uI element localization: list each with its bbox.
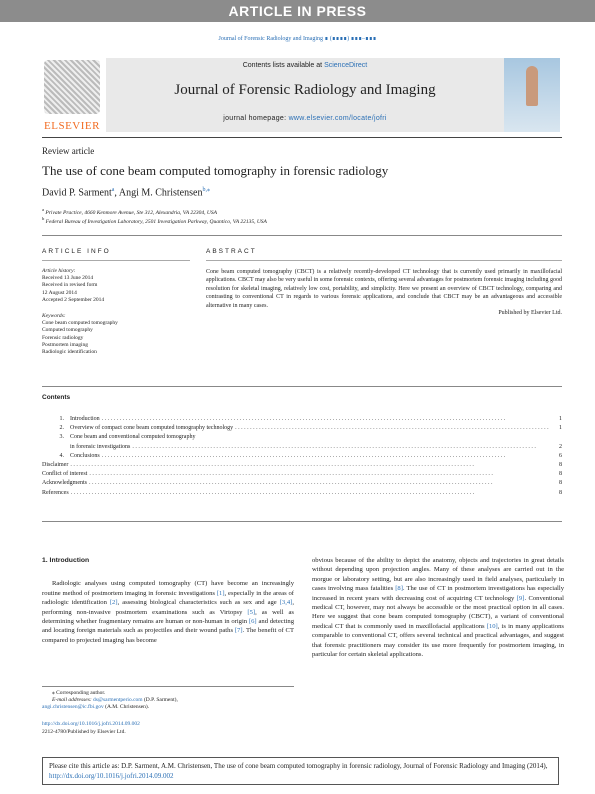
author-list: David P. Sarment$^a$, Angi M. Christensen$^{b,⁎}$ [42,187,210,199]
reference-link[interactable]: [7] [234,627,243,635]
keyword: Cone beam computed tomography [42,320,118,327]
header-divider [42,137,562,138]
journal-homepage-line: journal homepage: www.elsevier.com/locate/jofri [223,115,387,122]
cover-figure-icon [526,66,538,106]
toc-entry[interactable]: Acknowledgments . . . 8 [42,479,562,488]
body-column-left [42,556,294,645]
article-title: The use of cone beam computed tomography in forensic radiology [42,163,389,178]
affiliation-marker[interactable]: b,⁎ [202,187,210,193]
history-entry: Received in revised form [42,282,98,289]
abstract-publisher: Published by Elsevier Ltd. [498,310,562,317]
article-info-heading: ARTICLE INFO [42,248,111,255]
citation-doi-link[interactable]: http://dx.doi.org/10.1016/j.jofri.2014.09.002 [49,772,174,780]
abstract-panel [206,260,562,316]
email-link[interactable]: ds@sarmentperio.com [93,697,143,703]
sciencedirect-link[interactable]: ScienceDirect [324,62,368,69]
reference-link[interactable]: [2] [109,599,118,607]
elsevier-logo [42,58,102,132]
email-line: angi.christensen@ic.fbi.gov (A.M. Christensen). [42,704,150,710]
toc-entry[interactable]: 2. Overview of compact cone beam computed tomography technology . . . 1 [42,424,562,433]
footnote [42,686,294,711]
journal-header [42,58,562,132]
affiliation: $^b$ Federal Bureau of Investigation Laboratory, 2501 Investigation Parkway, Quantico, VA 22135, USA [42,216,267,225]
toc-entry[interactable]: 3. Cone beam and conventional computed tomography [59,434,196,441]
body-column-right [312,556,564,659]
email-line: E-mail addresses: ds@sarmentperio.com (D.P. Sarment), [52,697,178,703]
section-heading: 1. Introduction [42,557,90,564]
intro-paragraph-right: obvious because of the ability to depict the anatomy, objects and trajectories in great details without depending upon projection angles. Many of these analyses are carried out in the morgue or laboratory setting, but are also increasingly used in field analyses, particularly in cases involving mass fatalities [8]. The use of CT in postmortem investigations has especially increased in recent years with decreasing cost of acquiring CT technology [9]. Conventional medical CT, however, may not always be accessible or the most practical option in all cases. Here we suggest that cone beam computed tomography (CBCT), a variant of conventional medical CT that is commonly used in maxillofacial applications [10], is in many applications comparable to conventional CT, offers several technical and practical advantages, and suggest that forensic practitioners may consider its use more frequently for postmortem imaging, in particular for certain skeletal applications. [312,557,564,659]
contents-heading: Contents [42,394,71,401]
reference-link[interactable]: [6] [248,618,257,626]
metadata-divider [42,235,562,236]
keyword: Computed tomography [42,327,93,334]
article-info-panel [42,260,190,356]
reference-link[interactable]: [8] [395,585,403,593]
doi-block [42,721,140,736]
doi-link[interactable]: http://dx.doi.org/10.1016/j.jofri.2014.09.002 [42,721,140,727]
journal-cover-image [504,58,560,132]
elsevier-wordmark: ELSEVIER [44,120,100,132]
affiliation: $^a$ Private Practice, 4660 Kenmore Avenue, Ste 312, Alexandria, VA 22304, USA [42,207,217,216]
journal-homepage-link[interactable]: www.elsevier.com/locate/jofri [288,115,387,122]
article-type: Review article [42,146,95,156]
contents-lists-line: Contents lists available at ScienceDirect [242,62,368,69]
journal-reference: Journal of Forensic Radiology and Imaging ∎ (∎∎∎∎) ∎∎∎–∎∎∎ [218,36,377,42]
author-name[interactable]: David P. Sarment [42,187,112,199]
keywords: Keywords: Cone beam computed tomography Computed tomography Forensic radiology Postmortem imaging Radiologic identification [42,313,190,356]
keyword: Radiologic identification [42,349,97,356]
author-name[interactable]: Angi M. Christensen [118,187,203,199]
contents-divider [42,386,562,387]
reference-link[interactable]: [9] [516,594,525,602]
email-link[interactable]: angi.christensen@ic.fbi.gov [42,704,104,710]
body-divider [42,521,562,522]
elsevier-tree-icon [44,60,100,114]
issn-line: 2212-4780/Published by Elsevier Ltd. [42,728,126,735]
table-of-contents [42,394,562,498]
abstract-text: Cone beam computed tomography (CBCT) is a relatively recently-developed CT technology that is currently used primarily in maxillofacial applications. CBCT may also be very useful in some forensic contexts, offering several advantages for postmortem forensic imaging including good resolution for skeletal imaging, relatively low cost, portability, and simplicity. Here we present an overview of CBCT technology, comparing and contrasting to conventional CT in regards to various forensic applications, and conclude that CBCT may be an advantageous and accessible alternative in many cases. [206,269,562,309]
toc-entry[interactable]: 1. Introduction . . . 1 [42,415,562,424]
reference-link[interactable]: [1] [216,589,225,597]
history-entry: 12 August 2014 [42,289,77,296]
keyword: Postmortem imaging [42,341,88,348]
journal-title: Journal of Forensic Radiology and Imaging [174,82,436,98]
corresponding-author-note: ⁎ Corresponding author. [52,690,106,696]
reference-link[interactable]: [5] [247,608,256,616]
history-entry: Accepted 2 September 2014 [42,296,105,303]
history-entry: Received 13 June 2014 [42,275,94,282]
journal-banner-box [106,58,504,132]
toc-entry[interactable]: Conflict of interest . . . 8 [42,470,562,479]
affiliation-marker[interactable]: a [111,187,115,193]
reference-link[interactable]: [3,4] [279,599,293,607]
keyword: Forensic radiology [42,334,84,341]
reference-link[interactable]: [10] [486,622,498,630]
abstract-heading: ABSTRACT [206,248,257,255]
citation-box: Please cite this article as: D.P. Sarment, A.M. Christensen, The use of cone beam computed tomography in forensic radiology, Journal of Forensic Radiology and Imaging (2014), http://dx.doi.org/10.1016/j.jofri.2014.09.002 [42,757,559,785]
article-history: Article history: Received 13 June 2014 Received in revised form 12 August 2014 Accepted 2 September 2014 [42,268,190,304]
intro-paragraph-left: Radiologic analyses using computed tomography (CT) have become an increasingly routine method of postmortem imaging in forensic investigations [1], especially in the areas of radiologic identification [2], assessing biological characteristics such as sex and age [3,4], performing non-invasive postmortem examinations such as Virtopsy [5], as well as determining whether fragmentary remains are human or non-human in origin [6] and detecting and locating foreign materials such as projectiles and their wound paths [7]. The benefit of CT compared to projected imaging has become [42,580,294,644]
article-in-press-banner: ARTICLE IN PRESS [0,0,595,22]
toc-entry[interactable]: in forensic investigations . . . 2 [42,443,562,452]
toc-entry[interactable]: References . . . 8 [42,489,562,498]
toc-entry[interactable]: Disclaimer . . . 8 [42,461,562,470]
toc-entry[interactable]: 4. Conclusions . . . 6 [42,452,562,461]
